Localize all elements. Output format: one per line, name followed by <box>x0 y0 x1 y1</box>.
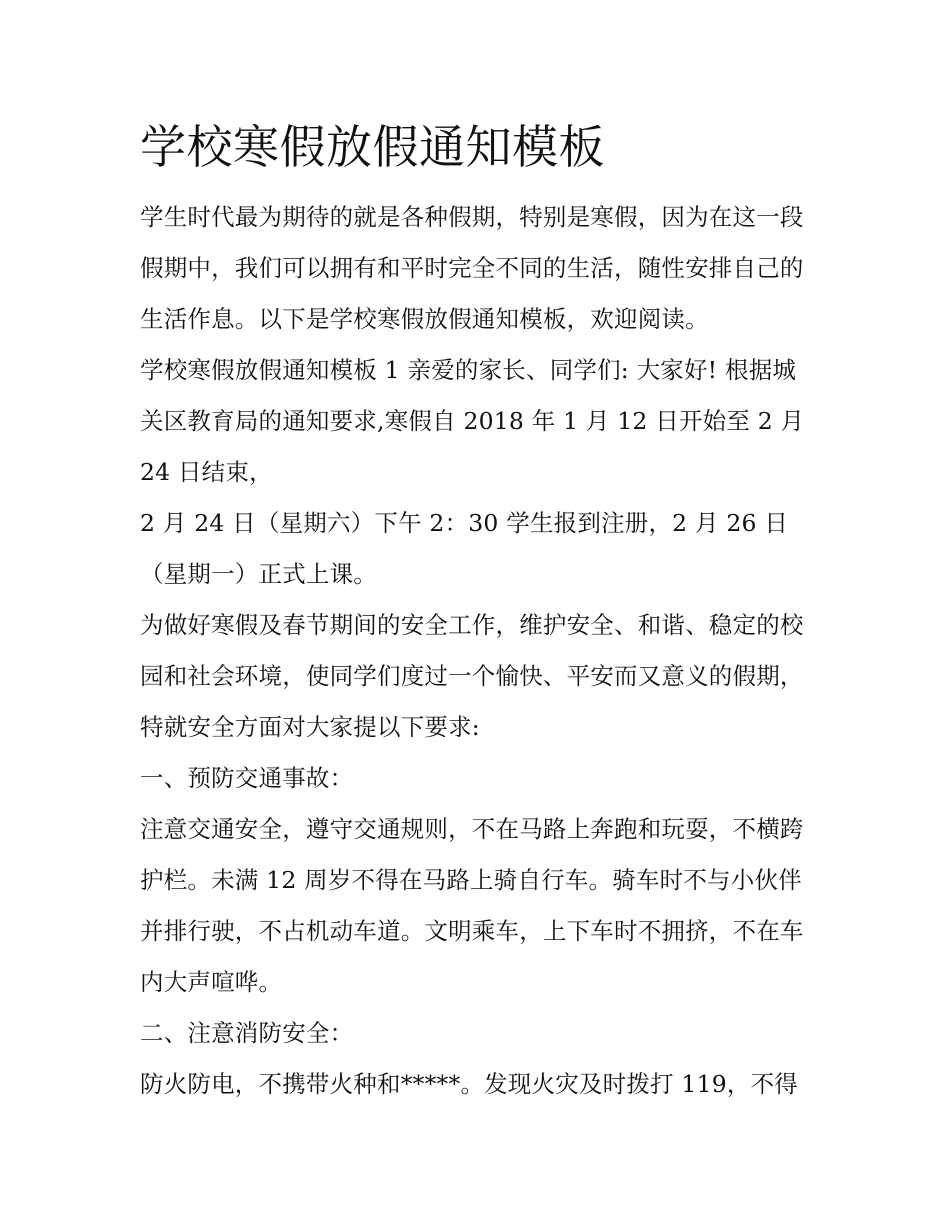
safety-intro-paragraph: 为做好寒假及春节期间的安全工作，维护安全、和谐、稳定的校园和社会环境，使同学们度过一个愉快、平安而又意义的假期，特就安全方面对大家提以下要求: <box>140 611 804 741</box>
fire-paragraph: 防火防电，不携带火种和*****。发现火灾及时拨打 119，不得 <box>140 1070 798 1098</box>
notice-paragraph: 学校寒假放假通知模板 1 亲爱的家长、同学们: 大家好! 根据城关区教育局的通知要求,寒假自 2018 年 1 月 12 日开始至 2 月 24 日结束， <box>140 356 805 486</box>
registration-paragraph: 2 月 24 日（星期六）下午 2：30 学生报到注册，2 月 26 日（星期一）正式上课。 <box>140 509 789 588</box>
traffic-paragraph: 注意交通安全，遵守交通规则，不在马路上奔跑和玩耍，不横跨护栏。未满 12 周岁不得在马路上骑自行车。骑车时不与小伙伴并排行驶，不占机动车道。文明乘车，上下车时不拥挤，不在车内大声喧哗。 <box>140 815 804 996</box>
intro-paragraph: 学生时代最为期待的就是各种假期，特别是寒假，因为在这一段假期中，我们可以拥有和平时完全不同的生活，随性安排自己的生活作息。以下是学校寒假放假通知模板，欢迎阅读。 <box>140 203 804 333</box>
traffic-heading: 一、预防交通事故： <box>140 764 354 792</box>
fire-heading: 二、注意消防安全： <box>140 1019 354 1047</box>
document-title: 学校寒假放假通知模板 <box>140 120 605 174</box>
document-body <box>140 114 810 1110</box>
